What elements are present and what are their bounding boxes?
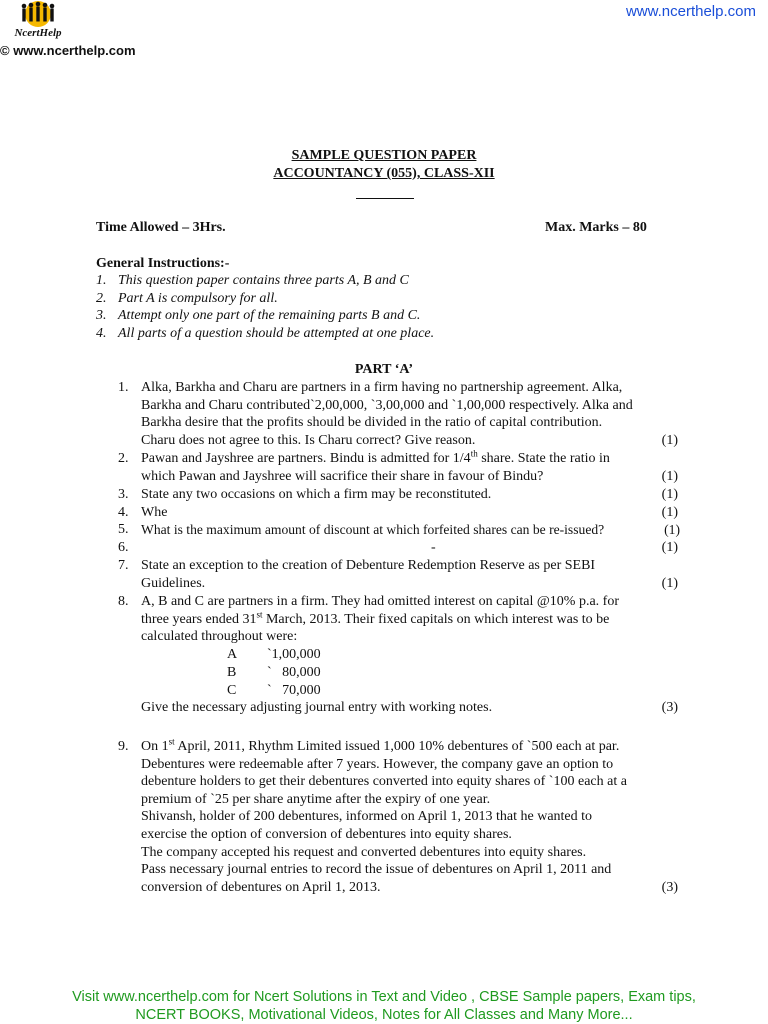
instruction-text: This question paper contains three parts A, B and C	[118, 273, 409, 288]
question-line: calculated throughout were:	[141, 629, 298, 645]
instruction-item	[96, 326, 434, 342]
copyright-text: © www.ncerthelp.com	[0, 43, 136, 58]
capital-partner: C	[227, 682, 237, 698]
question-line: Give the necessary adjusting journal entry with working notes.	[141, 699, 493, 715]
paper-subtitle: ACCOUNTANCY (055), CLASS-XII	[273, 166, 495, 181]
question-5	[118, 521, 680, 539]
question-line: Charu does not agree to this. Is Charu correct? Give reason.	[141, 432, 476, 448]
question-number: 4.	[118, 505, 129, 520]
question-number: 9.	[118, 739, 129, 754]
instruction-num: 3.	[96, 308, 107, 323]
question-4	[118, 504, 678, 522]
question-number: 7.	[118, 558, 129, 573]
question-marks: (1)	[664, 522, 680, 537]
question-2	[118, 450, 678, 485]
question-line: The company accepted his request and converted debentures into equity shares.	[141, 844, 587, 860]
question-number: 3.	[118, 487, 129, 502]
question-number: 1.	[118, 380, 129, 395]
ncerthelp-logo[interactable]	[8, 0, 68, 40]
logo-icon	[8, 0, 68, 40]
footer-line: NCERT BOOKS, Motivational Videos, Notes for All Classes and Many More...	[135, 1007, 633, 1023]
footer-promo[interactable]	[0, 988, 768, 1024]
question-text: Whe	[141, 505, 168, 520]
question-1	[118, 379, 678, 449]
question-line: State an exception to the creation of Debenture Redemption Reserve as per SEBI	[141, 558, 596, 573]
question-line: A, B and C are partners in a firm. They had omitted interest on capital @10% p.a. for	[141, 594, 619, 609]
question-9	[118, 738, 678, 896]
instruction-item	[96, 273, 409, 289]
question-3	[118, 486, 678, 504]
question-line: Shivansh, holder of 200 debentures, informed on April 1, 2013 that he wanted to	[141, 809, 593, 825]
capital-amount: ` 80,000	[267, 664, 321, 680]
capital-partner: B	[227, 664, 237, 680]
logo-text: NcertHelp	[14, 27, 62, 39]
max-marks: Max. Marks – 80	[545, 220, 647, 235]
capital-amount: ` 70,000	[267, 682, 321, 698]
question-number: 5.	[118, 522, 129, 537]
question-line: Guidelines.	[141, 575, 206, 591]
question-number: 2.	[118, 451, 129, 466]
instruction-text: Attempt only one part of the remaining parts B and C.	[118, 308, 421, 323]
question-marks: (1)	[661, 468, 678, 484]
time-allowed: Time Allowed – 3Hrs.	[96, 220, 226, 235]
question-marks: (1)	[661, 505, 678, 520]
instruction-num: 4.	[96, 326, 107, 341]
question-line: Barkha and Charu contributed`2,00,000, `3,00,000 and `1,00,000 respectively. Alka and	[141, 397, 633, 413]
question-7	[118, 557, 678, 592]
site-link[interactable]: www.ncerthelp.com	[625, 3, 756, 20]
question-text: State any two occasions on which a firm may be reconstituted.	[141, 487, 492, 502]
question-marks: (1)	[661, 487, 678, 502]
question-number: 8.	[118, 594, 129, 609]
question-text: What is the maximum amount of discount at which forfeited shares can be re-issued?	[141, 522, 605, 537]
question-line: which Pawan and Jayshree will sacrifice their share in favour of Bindu?	[141, 468, 544, 484]
instruction-num: 1.	[96, 273, 107, 288]
paper-title: SAMPLE QUESTION PAPER	[291, 148, 477, 163]
capital-table	[141, 646, 678, 699]
question-marks: (1)	[661, 575, 678, 591]
question-line: Pawan and Jayshree are partners. Bindu is admitted for 1/4th share. State the ratio in	[141, 448, 610, 466]
instruction-num: 2.	[96, 291, 107, 306]
question-6	[118, 539, 678, 557]
instruction-item	[96, 291, 278, 307]
question-line: Pass necessary journal entries to record the issue of debentures on April 1, 2011 and	[141, 862, 612, 878]
question-line: Barkha desire that the profits should be divided in the ratio of capital contribution.	[141, 415, 603, 431]
question-line: three years ended 31st March, 2013. Their fixed capitals on which interest was to be	[141, 608, 610, 627]
question-line: exercise the option of conversion of debentures into equity shares.	[141, 826, 512, 842]
title-rule	[356, 198, 414, 199]
question-text: -	[431, 540, 436, 555]
question-line: On 1st April, 2011, Rhythm Limited issued 1,000 10% debentures of `500 each at par.	[141, 736, 620, 754]
instruction-text: Part A is compulsory for all.	[118, 291, 278, 306]
question-line: premium of `25 per share anytime after the expiry of one year.	[141, 791, 491, 807]
question-line: Debentures were redeemable after 7 years. However, the company gave an option to	[141, 756, 614, 772]
capital-amount: `1,00,000	[267, 646, 321, 662]
question-marks: (1)	[661, 432, 678, 448]
instruction-item	[96, 308, 420, 324]
instruction-text: All parts of a question should be attempted at one place.	[118, 326, 435, 341]
question-line: Alka, Barkha and Charu are partners in a firm having no partnership agreement. Alka,	[141, 380, 623, 395]
question-line: conversion of debentures on April 1, 2013.	[141, 879, 381, 895]
part-heading: PART ‘A’	[354, 362, 414, 377]
question-line: debenture holders to get their debentures converted into equity shares of `100 each at a	[141, 774, 627, 790]
question-marks: (3)	[661, 699, 678, 715]
question-marks: (3)	[661, 879, 678, 895]
question-marks: (1)	[661, 540, 678, 555]
instructions-heading: General Instructions:-	[96, 256, 230, 271]
capital-partner: A	[227, 646, 238, 662]
question-number: 6.	[118, 540, 129, 555]
question-8	[118, 593, 678, 716]
footer-line: Visit www.ncerthelp.com for Ncert Solutions in Text and Video , CBSE Sample papers, Exam tips,	[72, 989, 696, 1005]
